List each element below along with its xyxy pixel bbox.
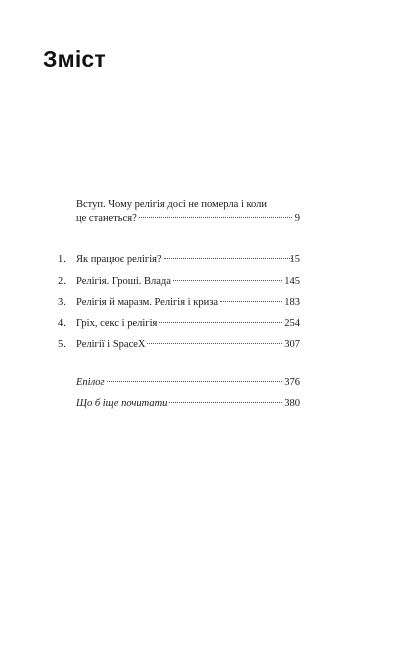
dot-leader [169,402,282,403]
chapter-number: 2. [58,276,66,287]
epilogue-page-number: 376 [284,377,300,388]
further-reading-title: Що б іще почитати [76,398,168,409]
chapter-page-number: 307 [284,339,300,350]
chapter-number: 1. [58,254,66,265]
dot-leader [173,280,282,281]
chapter-page-number: 15 [289,254,300,265]
further-reading-page-number: 380 [284,398,300,409]
chapter-title: Релігії і SpaceX [76,339,146,350]
chapter-number: 4. [58,318,66,329]
intro-page-number: 9 [294,213,300,224]
chapter-title: Як працює релігія? [76,254,162,265]
dot-leader [139,217,292,218]
dot-leader [147,343,282,344]
chapter-page-number: 183 [284,297,300,308]
chapter-page-number: 145 [284,276,300,287]
dot-leader [220,301,282,302]
chapter-title: Гріх, секс і релігія [76,318,158,329]
intro-title-line2: це станеться? [76,213,137,224]
chapter-number: 5. [58,339,66,350]
dot-leader [164,258,292,259]
dot-leader [107,381,282,382]
chapter-title: Релігія й маразм. Релігія і криза [76,297,218,308]
intro-title-line1: Вступ. Чому релігія досі не померла і коли [76,199,268,210]
chapter-number: 3. [58,297,66,308]
epilogue-title: Епілог [76,377,105,388]
chapter-title: Релігія. Гроші. Влада [76,276,171,287]
dot-leader [159,322,282,323]
chapter-page-number: 254 [284,318,300,329]
page-title: Зміст [43,46,106,72]
